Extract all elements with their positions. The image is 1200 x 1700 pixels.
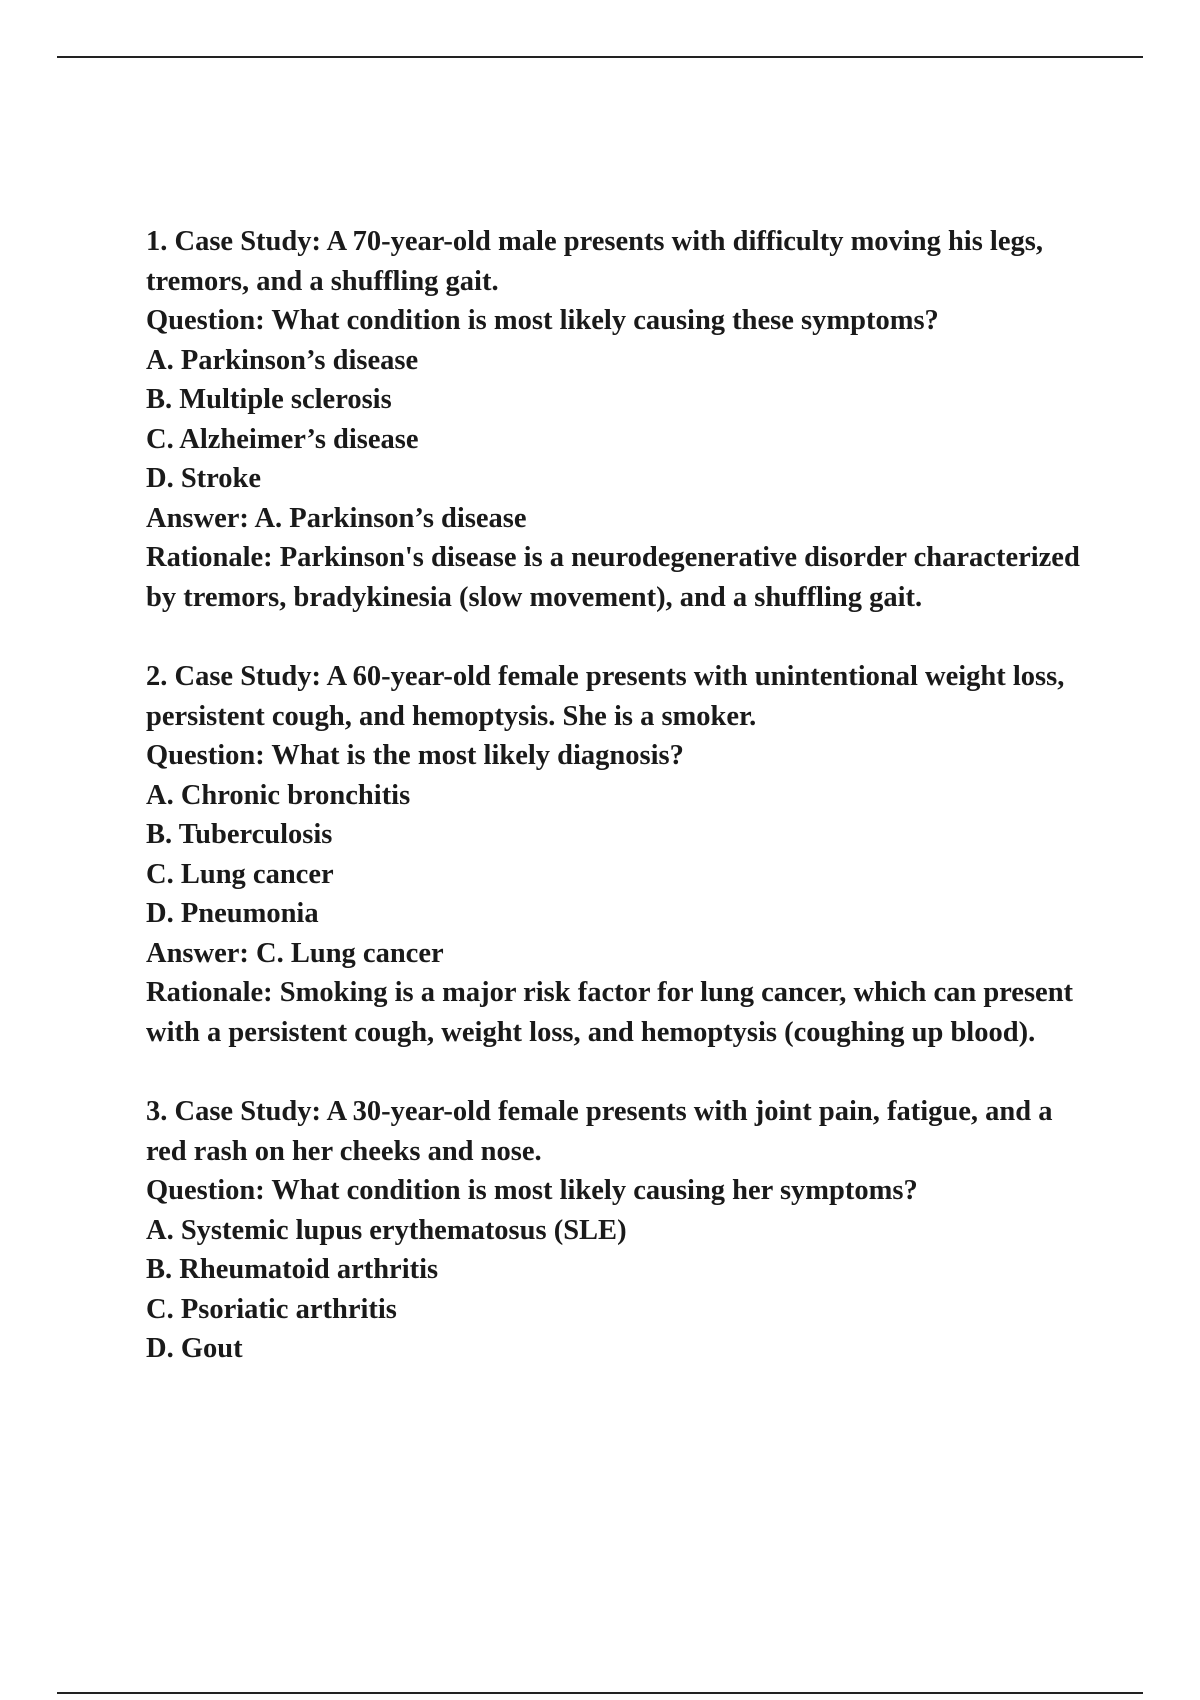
option-b: B. Rheumatoid arthritis: [146, 1254, 439, 1285]
rationale-text: Rationale: Parkinson's disease is a neurodegenerative disorder characterized by tremors, bradykinesia (slow movement), and a shuffling gait.: [146, 542, 1080, 613]
case-study-text: 2. Case Study: A 60-year-old female presents with unintentional weight loss, persistent cough, and hemoptysis. She is a smoker.: [146, 661, 1065, 732]
answer-text: Answer: C. Lung cancer: [146, 937, 444, 969]
document-body: [146, 222, 1086, 1409]
option-c: C. Psoriatic arthritis: [146, 1293, 397, 1325]
option-b: B. Tuberculosis: [146, 819, 333, 850]
case-study-text: 3. Case Study: A 30-year-old female presents with joint pain, fatigue, and a red rash on her cheeks and nose.: [146, 1096, 1053, 1167]
option-d: D. Gout: [146, 1333, 243, 1364]
option-b: B. Multiple sclerosis: [146, 384, 392, 415]
question-text: Question: What condition is most likely causing these symptoms?: [146, 305, 939, 336]
rationale-text: Rationale: Smoking is a major risk factor for lung cancer, which can present with a persistent cough, weight loss, and hemoptysis (coughing up blood).: [146, 977, 1074, 1048]
question-text: Question: What condition is most likely causing her symptoms?: [146, 1175, 918, 1206]
top-divider: [57, 56, 1143, 58]
option-c: C. Lung cancer: [146, 858, 334, 890]
question-text: Question: What is the most likely diagnosis?: [146, 740, 684, 771]
question-block-2: [146, 657, 1086, 1052]
question-block-3: [146, 1092, 1086, 1369]
option-d: D. Pneumonia: [146, 898, 319, 929]
bottom-divider: [57, 1692, 1143, 1694]
question-block-1: [146, 222, 1086, 617]
case-study-text: 1. Case Study: A 70-year-old male presents with difficulty moving his legs, tremors, and a shuffling gait.: [146, 226, 1043, 297]
option-a: A. Parkinson’s disease: [146, 344, 419, 376]
option-c: C. Alzheimer’s disease: [146, 423, 419, 455]
option-a: A. Chronic bronchitis: [146, 779, 411, 811]
option-a: A. Systemic lupus erythematosus (SLE): [146, 1214, 627, 1246]
option-d: D. Stroke: [146, 463, 262, 494]
answer-text: Answer: A. Parkinson’s disease: [146, 502, 527, 534]
